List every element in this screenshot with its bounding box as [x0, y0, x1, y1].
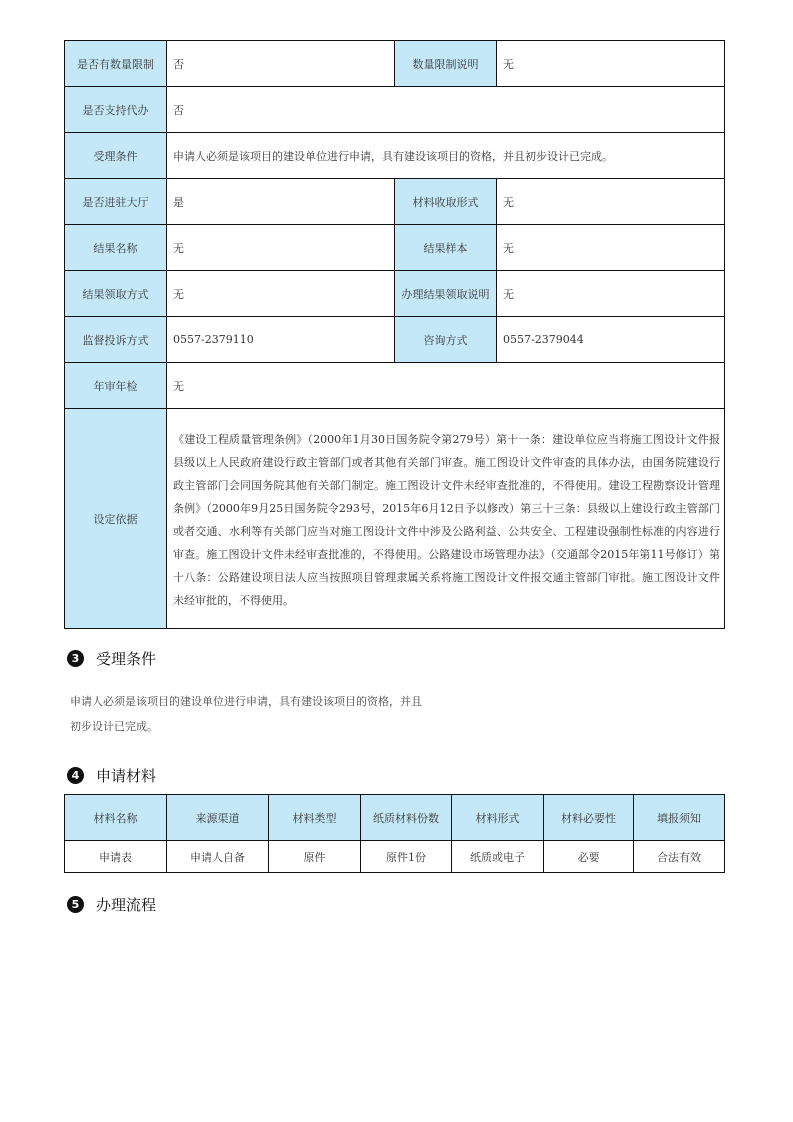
- table-cell: 申请表: [65, 841, 167, 873]
- complaint-value: 0557-2379110: [167, 317, 395, 363]
- result-pickup-note-value: 无: [497, 271, 725, 317]
- table-row: [65, 363, 725, 409]
- annual-review-label: 年审年检: [65, 363, 167, 409]
- consult-label: 咨询方式: [395, 317, 497, 363]
- table-row: [65, 317, 725, 363]
- table-row: [65, 409, 725, 629]
- section-heading-process: [67, 894, 156, 914]
- table-row: [65, 179, 725, 225]
- section-title: 受理条件: [96, 649, 157, 668]
- quantity-note-label: 数量限制说明: [395, 41, 497, 87]
- result-pickup-note-label: 办理结果领取说明: [395, 271, 497, 317]
- column-header: 材料必要性: [544, 795, 634, 841]
- table-cell: 合法有效: [634, 841, 725, 873]
- section-title: 办理流程: [96, 895, 157, 914]
- basis-label: 设定依据: [65, 409, 167, 629]
- hall-value: 是: [167, 179, 395, 225]
- column-header: 材料类型: [269, 795, 361, 841]
- proxy-value: 否: [167, 87, 725, 133]
- table-row: [65, 225, 725, 271]
- table-row: [65, 271, 725, 317]
- info-table: [64, 40, 725, 629]
- acceptance-value: 申请人必须是该项目的建设单位进行申请，具有建设该项目的资格，并且初步设计已完成。: [167, 133, 725, 179]
- section-title: 申请材料: [96, 766, 157, 785]
- quantity-note-value: 无: [497, 41, 725, 87]
- result-pickup-value: 无: [167, 271, 395, 317]
- section-heading-acceptance: [67, 648, 156, 668]
- table-cell: 纸质或电子: [452, 841, 544, 873]
- table-row: [65, 841, 725, 873]
- column-header: 填报须知: [634, 795, 725, 841]
- basis-value: 《建设工程质量管理条例》（2000年1月30日国务院令第279号）第十一条：建设单位应当将施工图设计文件报县级以上人民政府建设行政主管部门或者其他有关部门审查。施工图设计文件审查的具体办法，由国务院建设行政主管部门会同国务院其他有关部门制定。施工图设计文件未经审查批准的，不得使用。建设工程勘察设计管理条例》（2000年9月25日国务院令293号，2015年6月12日予以修改）第三十三条：县级以上建设行政主管部门或者交通、水利等有关部门应当对施工图设计文件中涉及公路利益、公共安全、工程建设强制性标准的内容进行审查。施工图设计文件未经审查批准的，不得使用。公路建设市场管理办法》（交通部令2015年第11号修订）第十八条：公路建设项目法人应当按照项目管理隶属关系将施工图设计文件报交通主管部门审批。施工图设计文件未经审批的，不得使用。: [167, 409, 725, 629]
- column-header: 材料名称: [65, 795, 167, 841]
- table-row: [65, 41, 725, 87]
- result-name-value: 无: [167, 225, 395, 271]
- result-sample-label: 结果样本: [395, 225, 497, 271]
- result-sample-value: 无: [497, 225, 725, 271]
- quantity-limit-label: 是否有数量限制: [65, 41, 167, 87]
- hall-label: 是否进驻大厅: [65, 179, 167, 225]
- table-header-row: [65, 795, 725, 841]
- collect-form-value: 无: [497, 179, 725, 225]
- section-heading-materials: [67, 765, 156, 785]
- circled-number-3-icon: 3: [67, 650, 84, 667]
- table-cell: 原件1份: [361, 841, 452, 873]
- table-row: [65, 133, 725, 179]
- table-cell: 必要: [544, 841, 634, 873]
- acceptance-text-line: 初步设计已完成。: [70, 720, 158, 733]
- acceptance-paragraph: [70, 689, 470, 739]
- column-header: 来源渠道: [167, 795, 269, 841]
- column-header: 材料形式: [452, 795, 544, 841]
- acceptance-text-line: 申请人必须是该项目的建设单位进行申请，具有建设该项目的资格，并且: [70, 695, 422, 708]
- complaint-label: 监督投诉方式: [65, 317, 167, 363]
- annual-review-value: 无: [167, 363, 725, 409]
- quantity-limit-value: 否: [167, 41, 395, 87]
- proxy-label: 是否支持代办: [65, 87, 167, 133]
- collect-form-label: 材料收取形式: [395, 179, 497, 225]
- circled-number-5-icon: 5: [67, 896, 84, 913]
- acceptance-label: 受理条件: [65, 133, 167, 179]
- consult-value: 0557-2379044: [497, 317, 725, 363]
- result-name-label: 结果名称: [65, 225, 167, 271]
- table-cell: 申请人自备: [167, 841, 269, 873]
- table-cell: 原件: [269, 841, 361, 873]
- materials-table: [64, 794, 725, 873]
- result-pickup-label: 结果领取方式: [65, 271, 167, 317]
- table-row: [65, 87, 725, 133]
- column-header: 纸质材料份数: [361, 795, 452, 841]
- circled-number-4-icon: 4: [67, 767, 84, 784]
